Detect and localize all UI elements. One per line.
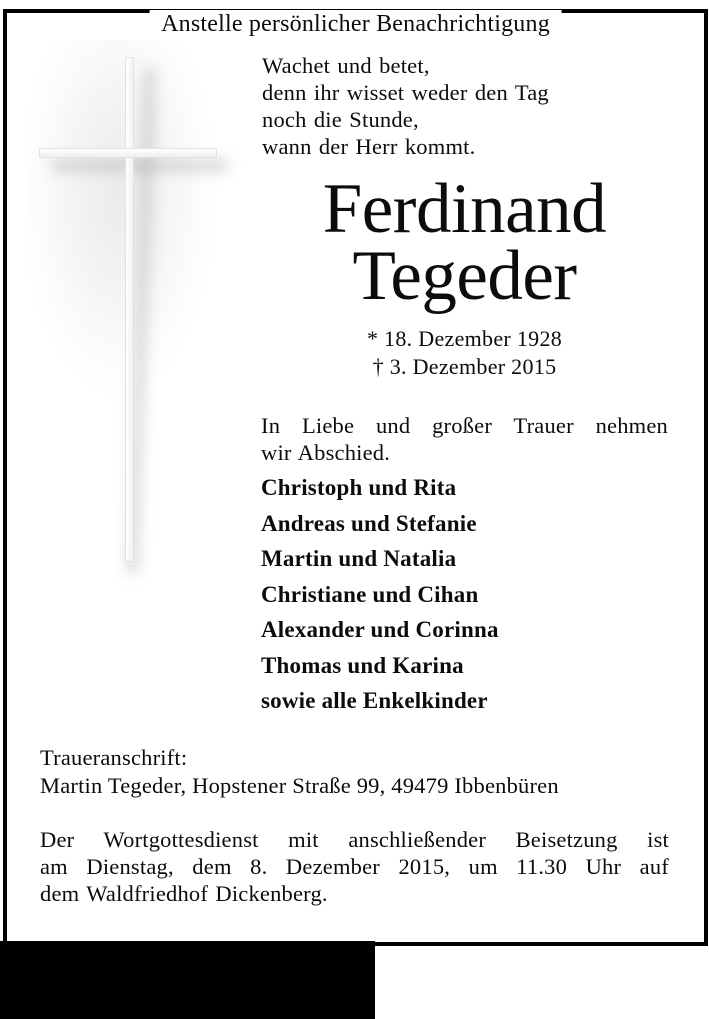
service-line: Der Wortgottesdienst mit anschließender Beisetzung ist <box>40 827 669 852</box>
mourner-line: Andreas und Stefanie <box>261 510 477 536</box>
notice-header: Anstelle persönlicher Benachrichtigung <box>149 10 562 38</box>
life-dates <box>261 325 668 381</box>
quote-line: Wachet und betet, <box>262 53 430 78</box>
mourner-line: Christoph und Rita <box>261 475 457 500</box>
deceased-last-name: Tegeder <box>352 237 577 315</box>
quote-line: wann der Herr kommt. <box>262 134 476 159</box>
mourner-line: sowie alle Enkelkinder <box>261 688 488 713</box>
birth-date: * 18. Dezember 1928 <box>366 326 563 351</box>
mourner-line: Thomas und Karina <box>261 652 464 678</box>
farewell-line: wir Abschied. <box>261 440 391 465</box>
quote-line: denn ihr wisset weder den Tag <box>262 80 549 105</box>
cross-horizontal-bar <box>39 148 217 158</box>
mourner-line: Alexander und Corinna <box>261 617 499 642</box>
deceased-name <box>261 170 668 315</box>
service-line: dem Waldfriedhof Dickenberg. <box>40 881 328 906</box>
mourner-line: Christiane und Cihan <box>261 581 479 607</box>
farewell-text <box>261 412 668 466</box>
mourners-list <box>261 470 681 719</box>
cross-vertical-bar <box>125 57 134 562</box>
christian-cross-icon <box>28 40 243 585</box>
mourning-address <box>40 744 670 800</box>
mourner-line: Martin und Natalia <box>261 546 457 571</box>
deceased-first-name: Ferdinand <box>322 170 607 248</box>
quote-line: noch die Stunde, <box>262 107 419 132</box>
service-line: am Dienstag, dem 8. Dezember 2015, um 11.30 Uhr auf <box>40 854 669 879</box>
mourning-address-value: Martin Tegeder, Hopstener Straße 99, 49479 Ibbenbüren <box>40 773 559 798</box>
funeral-service-info <box>40 826 669 907</box>
death-date: † 3. Dezember 2015 <box>372 354 557 379</box>
farewell-line: In Liebe und großer Trauer nehmen <box>261 413 668 438</box>
redaction-block <box>0 941 375 1019</box>
cross-shadow <box>52 160 228 171</box>
scripture-quote <box>262 52 672 160</box>
mourning-address-label: Traueranschrift: <box>40 745 188 770</box>
